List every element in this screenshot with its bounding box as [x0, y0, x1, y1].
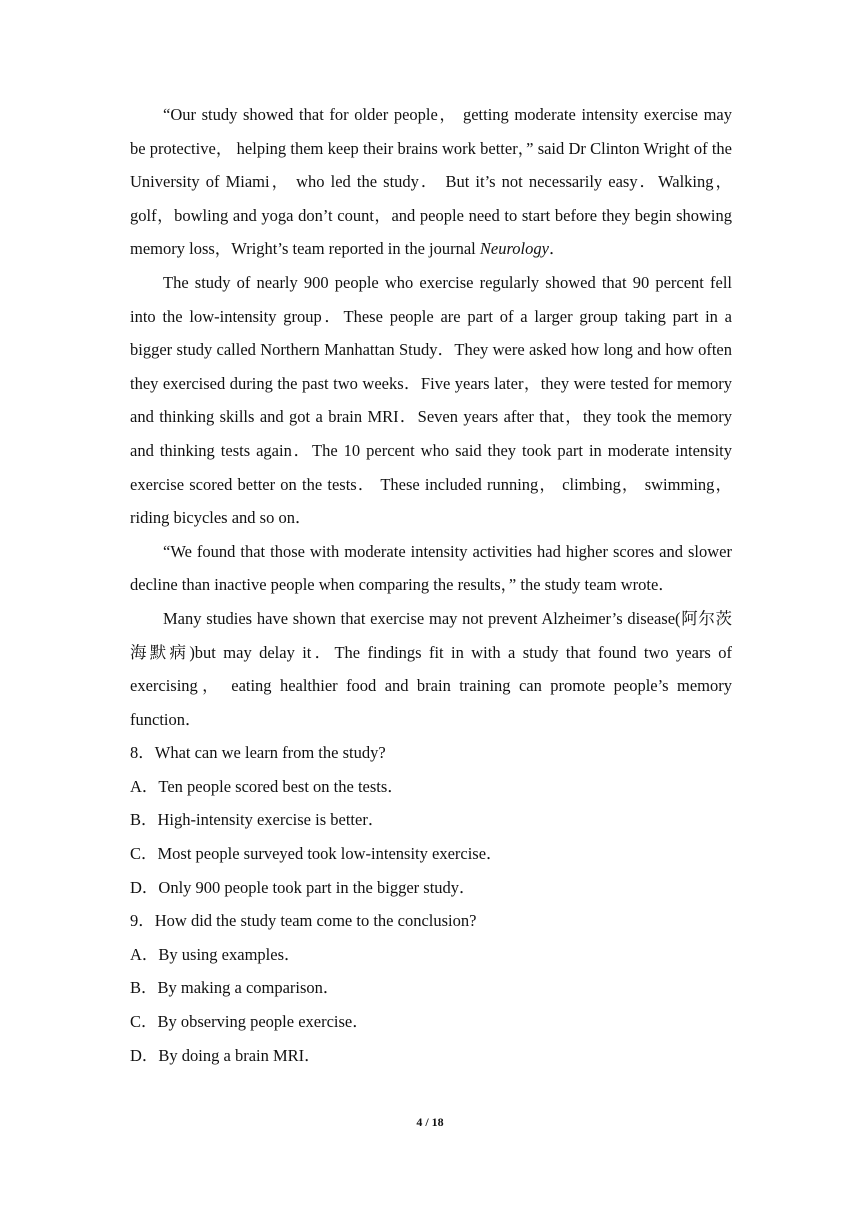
paragraph-1 [130, 98, 732, 266]
question-9 [130, 904, 732, 1072]
document-body [130, 98, 732, 1072]
answer-option: C．By observing people exercise． [130, 1012, 369, 1032]
question-8 [130, 736, 732, 904]
answer-option: B．High-intensity exercise is better． [130, 810, 385, 830]
question-stem: 9．How did the study team come to the conclusion? [130, 911, 477, 931]
answer-option: B．By making a comparison． [130, 978, 340, 998]
paragraph-2: The study of nearly 900 people who exercise regularly showed that 90 percent fell into the low-intensity group．These people are part of a larger group taking part in a bigger study called Northern Manhattan Study．They were asked how long and how often they exercised during the past two weeks．Five years later，they were tested for memory and thinking skills and got a brain MRI．Seven years after that，they took the memory and thinking tests again．The 10 percent who said they took part in moderate intensity exercise scored better on the tests． These included running， climbing， swimming，riding bicycles and so on． [130, 272, 732, 528]
answer-option: D．Only 900 people took part in the bigger study． [130, 877, 476, 897]
paragraph-1-end: ． [548, 239, 566, 259]
answer-option: D．By doing a brain MRI． [130, 1045, 321, 1065]
answer-option: A．Ten people scored best on the tests． [130, 776, 404, 796]
question-stem: 8．What can we learn from the study? [130, 743, 386, 763]
paragraph-1-text: “Our study showed that for older people， getting moderate intensity exercise may be protective， helping them keep their brains work better，” said Dr Clinton Wright of the University of Miami， who led the study． But it’s not necessarily easy．Walking，golf，bowling and yoga don’t count，and people need to start before they begin showing memory loss，Wright’s team reported in the journal [130, 105, 732, 259]
paragraph-4: Many studies have shown that exercise may not prevent Alzheimer’s disease(阿尔茨海默病)but may delay it．The findings fit in with a study that found two years of exercising， eating healthier food and brain training can promote people’s memory function． [130, 608, 732, 729]
answer-option: A．By using examples． [130, 944, 301, 964]
journal-name: Neurology [479, 239, 549, 259]
paragraph-3: “We found that those with moderate intensity activities had higher scores and slower decline than inactive people when comparing the results，” the study team wrote． [130, 541, 732, 595]
answer-option: C．Most people surveyed took low-intensity exercise． [130, 844, 503, 864]
page-number: 4 / 18 [416, 1115, 444, 1129]
